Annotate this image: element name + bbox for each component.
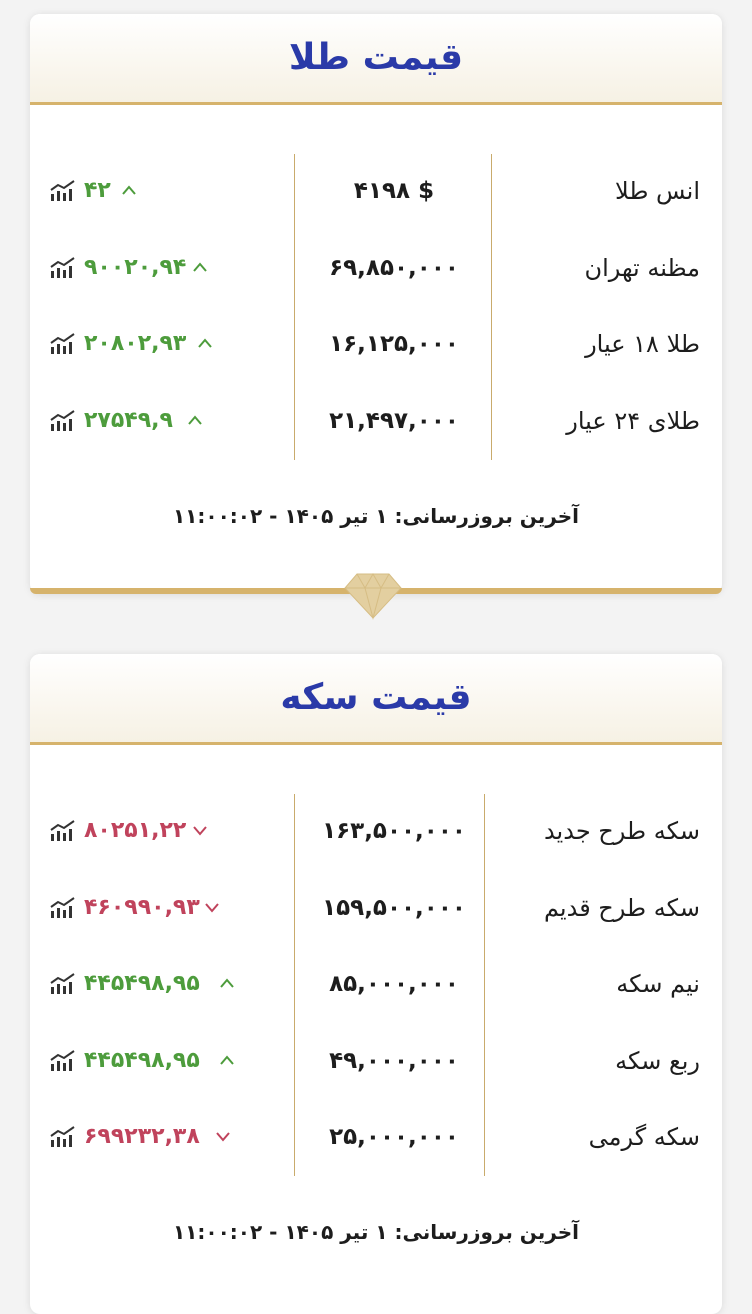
item-label: سکه طرح جدید xyxy=(543,817,700,845)
price-value: ۶۹,۸۵۰,۰۰۰ xyxy=(329,255,459,281)
chevron-up-icon xyxy=(188,414,202,426)
item-label: نیم سکه xyxy=(616,970,700,998)
bar-chart-icon[interactable] xyxy=(50,180,76,202)
price-value: ۲۵,۰۰۰,۰۰۰ xyxy=(329,1124,459,1150)
price-change: ۴۴۵۴۹۸,۹۵ xyxy=(84,971,200,996)
price-change: ۶۹۹۲۳۲,۳۸ xyxy=(84,1124,200,1149)
chevron-up-icon xyxy=(220,977,234,989)
price-value: ۲۱,۴۹۷,۰۰۰ xyxy=(329,408,459,434)
price-value: ۴۹,۰۰۰,۰۰۰ xyxy=(329,1048,459,1074)
chevron-down-icon xyxy=(205,901,219,913)
chevron-down-icon xyxy=(216,1130,230,1142)
coin-price-row xyxy=(30,888,722,928)
coin-card-title: قیمت سکه xyxy=(280,677,472,718)
gold-price-row xyxy=(30,171,722,211)
item-label: طلا ۱۸ عیار xyxy=(585,330,700,358)
price-value: ۸۵,۰۰۰,۰۰۰ xyxy=(329,971,459,997)
coin-price-card xyxy=(30,654,722,1314)
bar-chart-icon[interactable] xyxy=(50,1126,76,1148)
bar-chart-icon[interactable] xyxy=(50,410,76,432)
price-change: ۹۰۰۲۰,۹۴ xyxy=(84,255,187,280)
coin-price-row xyxy=(30,1117,722,1157)
gold-price-row xyxy=(30,401,722,441)
chevron-up-icon xyxy=(198,337,212,349)
coin-price-row xyxy=(30,964,722,1004)
coin-card-header xyxy=(30,654,722,745)
chevron-up-icon xyxy=(193,261,207,273)
price-change: ۲۷۵۴۹,۹ xyxy=(84,408,173,433)
price-value: ۱۶۳,۵۰۰,۰۰۰ xyxy=(322,818,466,844)
bar-chart-icon[interactable] xyxy=(50,973,76,995)
coin-price-row xyxy=(30,811,722,851)
bar-chart-icon[interactable] xyxy=(50,820,76,842)
price-change: ۴۶۰۹۹۰,۹۳ xyxy=(84,895,200,920)
chevron-up-icon xyxy=(220,1054,234,1066)
diamond-icon xyxy=(343,570,403,620)
item-label: طلای ۲۴ عیار xyxy=(566,407,700,435)
price-value: ۱۶,۱۲۵,۰۰۰ xyxy=(329,331,459,357)
bar-chart-icon[interactable] xyxy=(50,897,76,919)
item-label: سکه گرمی xyxy=(588,1123,700,1151)
item-label: انس طلا xyxy=(615,177,700,205)
gold-last-updated: آخرین بروزرسانی: ۱ تیر ۱۴۰۵ - ۱۱:۰۰:۰۲ xyxy=(172,504,580,528)
gold-card-header xyxy=(30,14,722,105)
item-label: مظنه تهران xyxy=(584,254,700,282)
chevron-down-icon xyxy=(193,824,207,836)
gold-price-row xyxy=(30,248,722,288)
gold-price-card xyxy=(30,14,722,594)
bar-chart-icon[interactable] xyxy=(50,1050,76,1072)
chevron-up-icon xyxy=(122,184,136,196)
coin-price-row xyxy=(30,1041,722,1081)
item-label: ربع سکه xyxy=(615,1047,700,1075)
coin-last-updated: آخرین بروزرسانی: ۱ تیر ۱۴۰۵ - ۱۱:۰۰:۰۲ xyxy=(172,1220,580,1244)
price-value: ۱۵۹,۵۰۰,۰۰۰ xyxy=(322,895,466,921)
item-label: سکه طرح قدیم xyxy=(543,894,700,922)
price-change: ۸۰۲۵۱,۲۲ xyxy=(84,818,187,843)
gold-price-row xyxy=(30,324,722,364)
bar-chart-icon[interactable] xyxy=(50,333,76,355)
price-value: ۴۱۹۸ $ xyxy=(353,178,435,204)
price-change: ۴۲ xyxy=(84,178,111,203)
bar-chart-icon[interactable] xyxy=(50,257,76,279)
gold-card-title: قیمت طلا xyxy=(288,37,464,78)
price-change: ۴۴۵۴۹۸,۹۵ xyxy=(84,1048,200,1073)
price-change: ۲۰۸۰۲,۹۳ xyxy=(84,331,187,356)
